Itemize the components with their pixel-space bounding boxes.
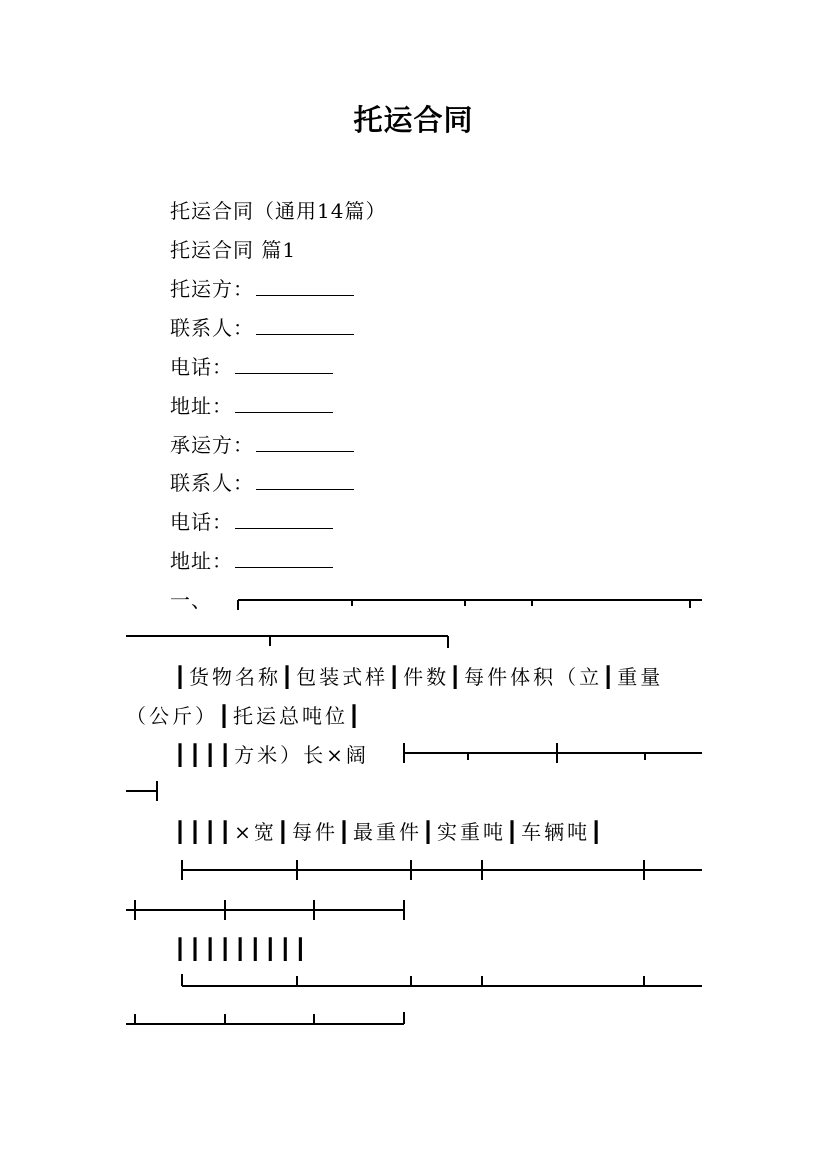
carrier-label: 承运方： (170, 433, 254, 457)
table-row-weight: ┃┃┃┃×宽┃每件┃最重件┃实重吨┃车辆吨┃ (174, 820, 606, 844)
document-title: 托运合同 (353, 103, 474, 137)
shipper-phone-label: 电话： (170, 355, 233, 379)
table-row-header-b: （公斤）┃托运总吨位┃ (126, 704, 364, 728)
table-row-empty: ┃┃┃┃┃┃┃┃┃ (174, 937, 310, 961)
table-row-header-a: ┃货物名称┃包装式样┃件数┃每件体积（立┃重量 (174, 665, 664, 689)
shipper-contact-label: 联系人： (170, 316, 254, 340)
carrier-phone-label: 电话： (170, 510, 233, 534)
table-row-volume: ┃┃┃┃方米）长×阔 (174, 743, 369, 767)
document-subtitle: 托运合同（通用14篇） (170, 199, 387, 223)
carrier-address-label: 地址： (170, 549, 233, 573)
section-heading: 托运合同 篇1 (170, 238, 297, 262)
clause-one-label: 一、 (170, 588, 212, 612)
carrier-contact-label: 联系人： (170, 471, 254, 495)
shipper-address-label: 地址： (170, 394, 233, 418)
shipper-label: 托运方： (170, 277, 254, 301)
